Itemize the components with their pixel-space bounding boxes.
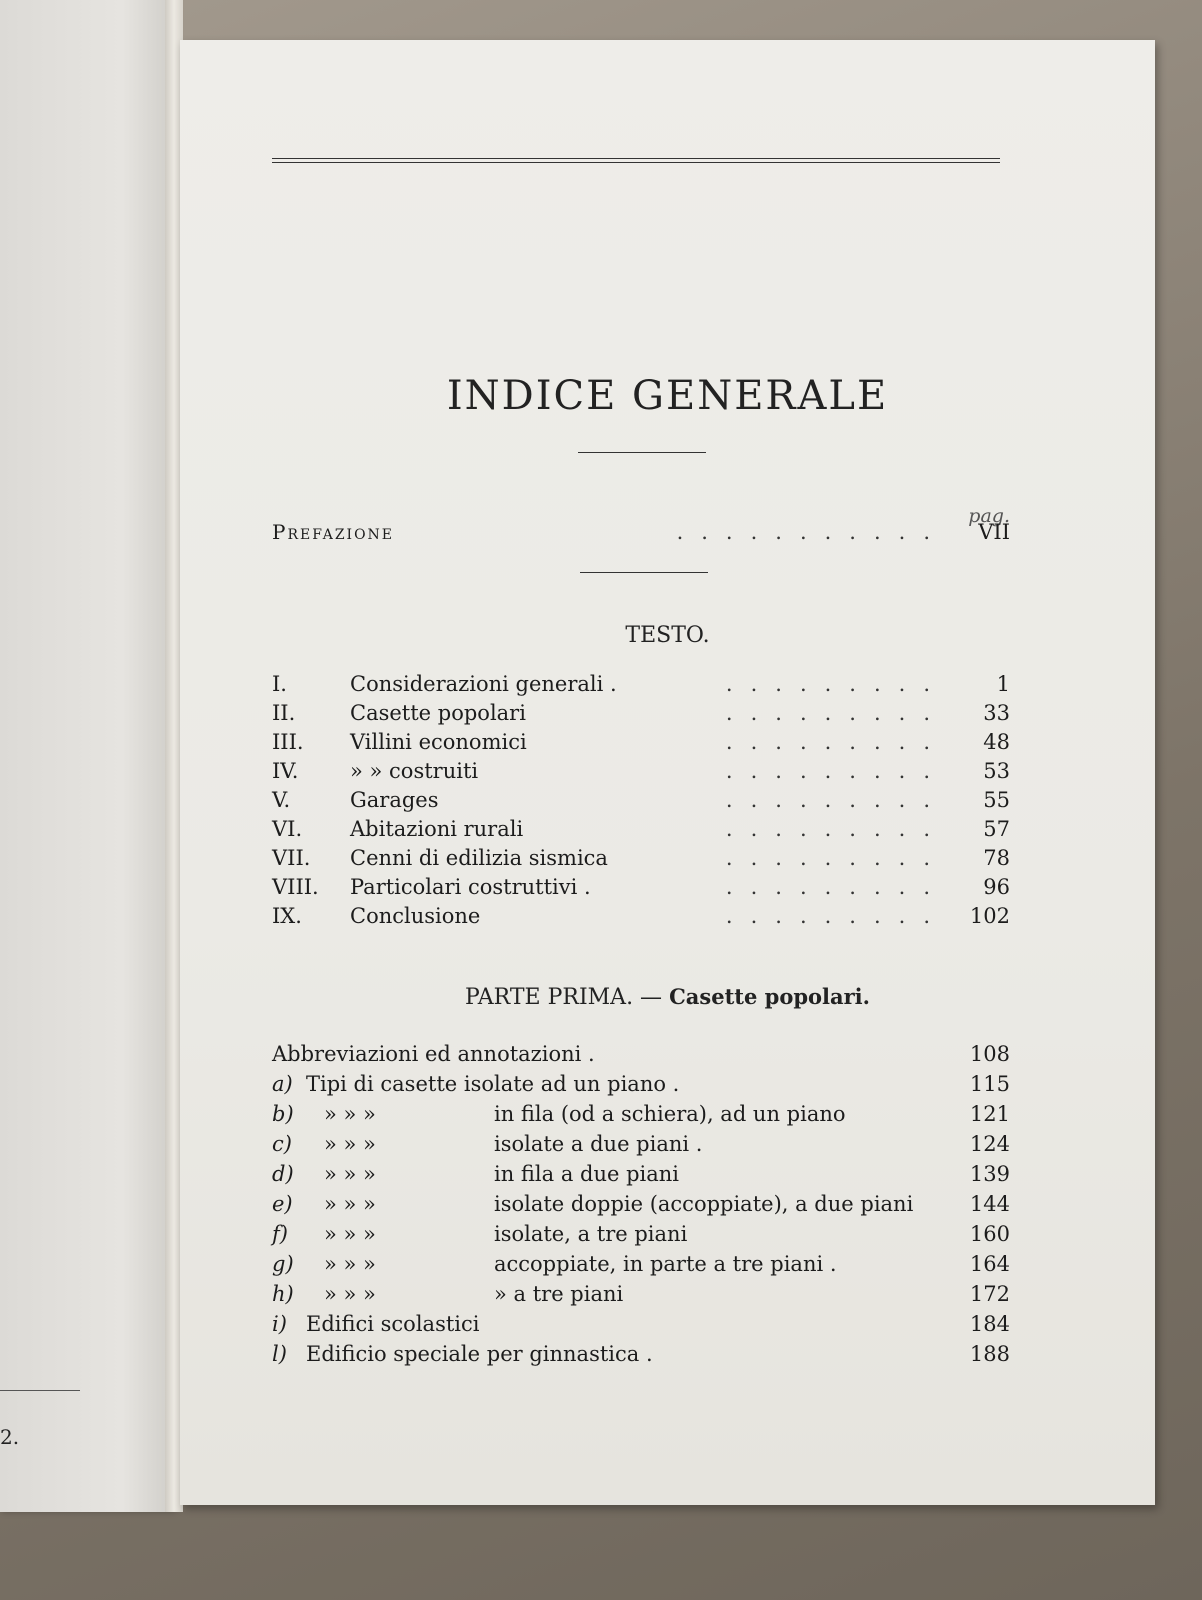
- section-letter: d): [272, 1162, 294, 1186]
- toc-row: [272, 1130, 1010, 1158]
- toc-row: [272, 728, 1010, 756]
- chapter-number: I.: [272, 672, 287, 696]
- section-letter: e): [272, 1192, 293, 1216]
- toc-row: [272, 1220, 1010, 1248]
- section-letter: b): [272, 1102, 294, 1126]
- chapter-title: Villini economici: [350, 730, 527, 754]
- section-title: in fila (od a schiera), ad un piano: [494, 1102, 846, 1126]
- parte-prima-heading: [180, 984, 1155, 1010]
- section-title: accoppiate, in parte a tre piani .: [494, 1252, 837, 1276]
- section-title: Edificio speciale per ginnastica .: [306, 1342, 653, 1366]
- leader-dots: .........: [725, 846, 948, 870]
- parte-prima-title: PARTE PRIMA. —: [465, 985, 663, 1010]
- toc-row: [272, 1190, 1010, 1218]
- section-title: Edifici scolastici: [306, 1312, 480, 1336]
- testo-heading: TESTO.: [625, 623, 710, 648]
- ditto-marks: » » »: [324, 1222, 376, 1246]
- section-title: Tipi di casette isolate ad un piano .: [306, 1072, 680, 1096]
- right-page: [180, 40, 1155, 1505]
- left-page-rule: [0, 1390, 80, 1391]
- chapter-title: Considerazioni generali .: [350, 672, 617, 696]
- chapter-title: Particolari costruttivi .: [350, 875, 591, 899]
- ditto-marks: » » »: [324, 1252, 376, 1276]
- ditto-marks: » » »: [324, 1192, 376, 1216]
- chapter-number: V.: [272, 788, 291, 812]
- chapter-number: VII.: [272, 846, 311, 870]
- toc-row: [272, 1160, 1010, 1188]
- section-letter: c): [272, 1132, 292, 1156]
- section-letter: g): [272, 1252, 294, 1276]
- section-title: » a tre piani: [494, 1282, 624, 1306]
- section-letter: l): [272, 1342, 287, 1366]
- ditto-marks: » » »: [324, 1282, 376, 1306]
- chapter-title: » » costruiti: [350, 759, 479, 783]
- section-page: 139: [969, 1162, 1010, 1186]
- toc-row: [272, 1310, 1010, 1338]
- prefazione-page: VII: [978, 520, 1010, 544]
- chapter-page: 53: [983, 759, 1010, 783]
- chapter-number: VIII.: [272, 875, 319, 899]
- chapter-title: Cenni di edilizia sismica: [350, 846, 608, 870]
- toc-row: [272, 1070, 1010, 1098]
- header-double-rule: [272, 158, 1000, 163]
- section-title: isolate a due piani .: [494, 1132, 703, 1156]
- page-title: INDICE GENERALE: [446, 373, 889, 419]
- toc-row: [272, 1340, 1010, 1368]
- leader-dots: .........: [725, 904, 948, 928]
- chapter-title: Conclusione: [350, 904, 481, 928]
- chapter-title: Casette popolari: [350, 701, 526, 725]
- toc-row: [272, 844, 1010, 872]
- toc-row: [272, 902, 1010, 930]
- section-page: 121: [969, 1102, 1010, 1126]
- section-title: in fila a due piani: [494, 1162, 680, 1186]
- ditto-marks: » » »: [324, 1102, 376, 1126]
- toc-row: [272, 670, 1010, 698]
- section-page: 115: [969, 1072, 1010, 1096]
- chapter-number: II.: [272, 701, 296, 725]
- section-title: isolate, a tre piani: [494, 1222, 688, 1246]
- prefazione-label: Prefazione: [272, 520, 395, 544]
- pag-label: pag.: [968, 505, 1010, 527]
- toc-row: [272, 1040, 1010, 1068]
- chapter-number: IV.: [272, 759, 299, 783]
- section-page: 172: [969, 1282, 1010, 1306]
- section-title: isolate doppie (accoppiate), a due piani: [494, 1192, 914, 1216]
- parte-prima-subtitle: Casette popolari.: [669, 984, 870, 1009]
- leader-dots: .........: [725, 759, 948, 783]
- left-page: [0, 0, 175, 1512]
- toc-row: [272, 1100, 1010, 1128]
- section-letter: i): [272, 1312, 287, 1336]
- chapter-page: 1: [996, 672, 1010, 696]
- ditto-marks: » » »: [324, 1132, 376, 1156]
- leader-dots: .........: [725, 788, 948, 812]
- chapter-title: Abitazioni rurali: [350, 817, 524, 841]
- section-title: Abbreviazioni ed annotazioni .: [272, 1042, 595, 1066]
- chapter-page: 78: [983, 846, 1010, 870]
- chapter-title: Garages: [350, 788, 439, 812]
- leader-dots: .........: [725, 817, 948, 841]
- title-rule: [578, 452, 706, 453]
- chapter-page: 57: [983, 817, 1010, 841]
- section-page: 144: [969, 1192, 1010, 1216]
- leader-dots: ...........: [676, 520, 948, 544]
- ditto-marks: » » »: [324, 1162, 376, 1186]
- section-letter: a): [272, 1072, 293, 1096]
- leader-dots: .........: [725, 875, 948, 899]
- leader-dots: .........: [725, 730, 948, 754]
- section-page: 188: [969, 1342, 1010, 1366]
- toc-row: [272, 873, 1010, 901]
- section-page: 124: [969, 1132, 1010, 1156]
- chapter-page: 96: [983, 875, 1010, 899]
- toc-row: [272, 1280, 1010, 1308]
- leader-dots: .........: [725, 672, 948, 696]
- chapter-number: IX.: [272, 904, 302, 928]
- chapter-page: 48: [983, 730, 1010, 754]
- toc-row: [272, 786, 1010, 814]
- left-page-fragment: 2.: [0, 1425, 20, 1449]
- section-page: 164: [969, 1252, 1010, 1276]
- leader-dots: .........: [725, 701, 948, 725]
- toc-row: [272, 699, 1010, 727]
- chapter-page: 33: [983, 701, 1010, 725]
- toc-row: [272, 757, 1010, 785]
- section-page: 184: [969, 1312, 1010, 1336]
- section-letter: f): [272, 1222, 288, 1246]
- toc-row: [272, 815, 1010, 843]
- section-page: 108: [969, 1042, 1010, 1066]
- section-page: 160: [969, 1222, 1010, 1246]
- section-letter: h): [272, 1282, 294, 1306]
- prefazione-rule: [580, 572, 708, 573]
- chapter-page: 102: [969, 904, 1010, 928]
- chapter-page: 55: [983, 788, 1010, 812]
- chapter-number: VI.: [272, 817, 303, 841]
- chapter-number: III.: [272, 730, 304, 754]
- toc-row: [272, 1250, 1010, 1278]
- prefazione-row: [272, 518, 1010, 546]
